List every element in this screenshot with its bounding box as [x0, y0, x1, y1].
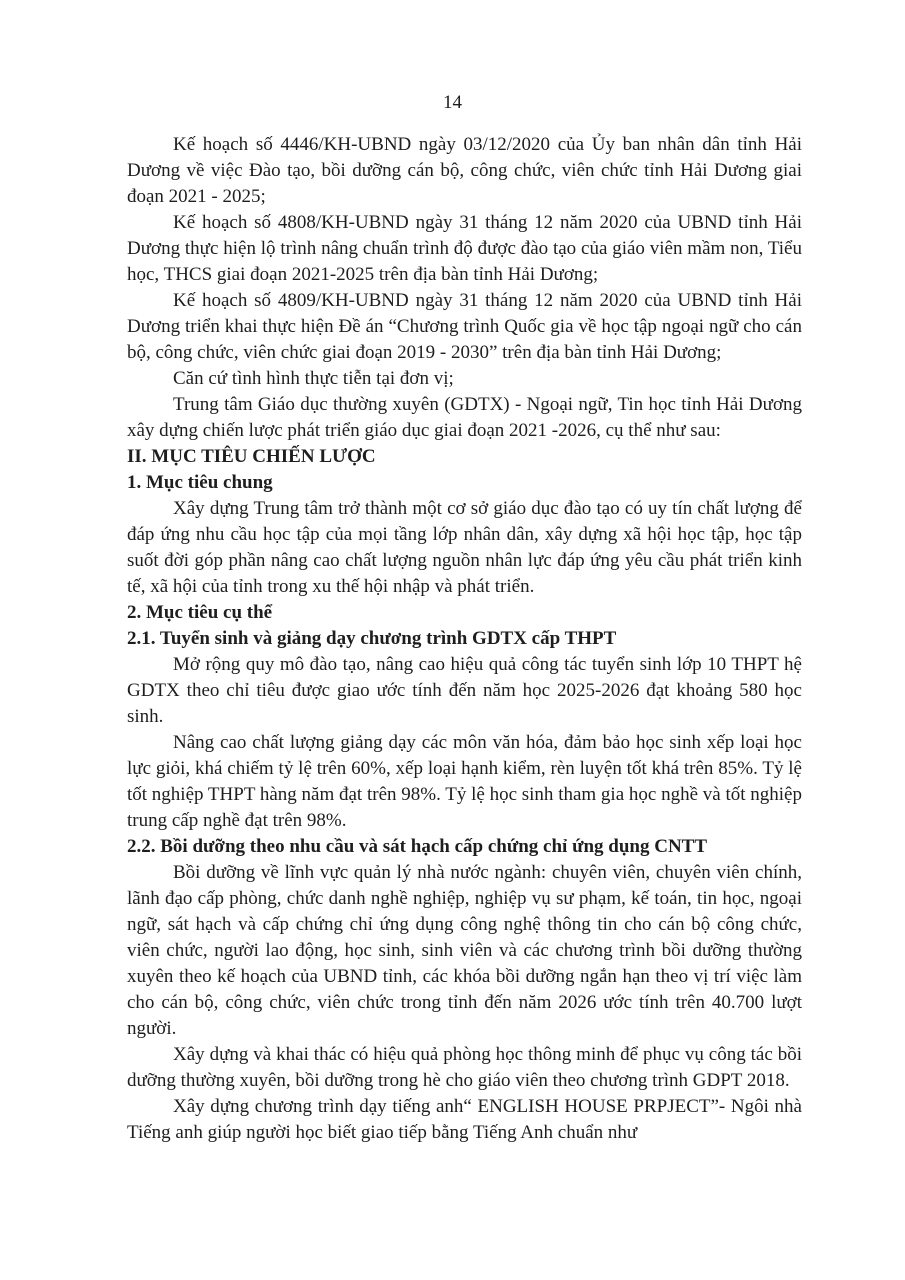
paragraph-boi-duong-linh-vuc: Bồi dưỡng về lĩnh vực quản lý nhà nước ngành: chuyên viên, chuyên viên chính, lãnh đạo cấp phòng, chức danh nghề nghiệp, nghiệp vụ sư phạm, kế toán, tin học, ngoại ngữ, sát hạch và cấp chứng chỉ ứng dụng công nghệ thông tin cho cán bộ công chức, viên chức, người lao động, học sinh, sinh viên và các chương trình bồi dưỡng thường xuyên theo kế hoạch của UBND tỉnh, các khóa bồi dưỡng ngắn hạn theo vị trí việc làm cho cán bộ, công chức, viên chức trong tỉnh đến năm 2026 ước tính trên 40.700 lượt người. [127, 862, 802, 1039]
section-heading-muc-tieu-chien-luoc: II. MỤC TIÊU CHIẾN LƯỢC [127, 446, 376, 467]
subheading-tuyen-sinh: 2.1. Tuyển sinh và giảng dạy chương trình GDTX cấp THPT [127, 628, 617, 649]
subheading-boi-duong: 2.2. Bồi dưỡng theo nhu cầu và sát hạch cấp chứng chỉ ứng dụng CNTT [127, 836, 708, 857]
paragraph-muc-tieu-chung: Xây dựng Trung tâm trở thành một cơ sở giáo dục đào tạo có uy tín chất lượng để đáp ứng nhu cầu học tập của mọi tầng lớp nhân dân, xây dựng xã hội học tập, học tập suốt đời góp phần nâng cao chất lượng nguồn nhân lực đáp ứng yêu cầu phát triển kinh tế, xã hội của tỉnh trong xu thế hội nhập và phát triển. [127, 498, 802, 597]
document-body [127, 132, 802, 1146]
paragraph-can-cu: Căn cứ tình hình thực tiễn tại đơn vị; [173, 368, 454, 389]
paragraph-mo-rong-quy-mo: Mở rộng quy mô đào tạo, nâng cao hiệu quả công tác tuyển sinh lớp 10 THPT hệ GDTX theo chỉ tiêu được giao ước tính đến năm học 2025-2026 đạt khoảng 580 học sinh. [127, 654, 802, 727]
subheading-muc-tieu-chung: 1. Mục tiêu chung [127, 472, 273, 493]
paragraph-ke-hoach-4808: Kế hoạch số 4808/KH-UBND ngày 31 tháng 12 năm 2020 của UBND tỉnh Hải Dương thực hiện lộ trình nâng chuẩn trình độ được đào tạo của giáo viên mầm non, Tiểu học, THCS giai đoạn 2021-2025 trên địa bàn tỉnh Hải Dương; [127, 212, 802, 285]
paragraph-phong-hoc-thong-minh: Xây dựng và khai thác có hiệu quả phòng học thông minh để phục vụ công tác bồi dưỡng thường xuyên, bồi dưỡng trong hè cho giáo viên theo chương trình GDPT 2018. [127, 1044, 802, 1091]
page-number: 14 [443, 92, 462, 113]
paragraph-english-house: Xây dựng chương trình dạy tiếng anh“ ENGLISH HOUSE PRPJECT”- Ngôi nhà Tiếng anh giúp người học biết giao tiếp bằng Tiếng Anh chuẩn như [127, 1096, 802, 1143]
paragraph-ke-hoach-4446: Kế hoạch số 4446/KH-UBND ngày 03/12/2020 của Ủy ban nhân dân tỉnh Hải Dương về việc Đào tạo, bồi dưỡng cán bộ, công chức, viên chức tỉnh Hải Dương giai đoạn 2021 - 2025; [127, 134, 802, 207]
subheading-muc-tieu-cu-the: 2. Mục tiêu cụ thể [127, 602, 273, 623]
paragraph-nang-cao-chat-luong: Nâng cao chất lượng giảng dạy các môn văn hóa, đảm bảo học sinh xếp loại học lực giỏi, khá chiếm tỷ lệ trên 60%, xếp loại hạnh kiểm, rèn luyện tốt khá trên 85%. Tỷ lệ tốt nghiệp THPT hàng năm đạt trên 98%. Tỷ lệ học sinh tham gia học nghề và tốt nghiệp trung cấp nghề đạt trên 98%. [127, 732, 802, 831]
paragraph-trung-tam: Trung tâm Giáo dục thường xuyên (GDTX) - Ngoại ngữ, Tin học tỉnh Hải Dương xây dựng chiến lược phát triển giáo dục giai đoạn 2021 -2026, cụ thể như sau: [127, 394, 802, 441]
paragraph-ke-hoach-4809: Kế hoạch số 4809/KH-UBND ngày 31 tháng 12 năm 2020 của UBND tỉnh Hải Dương triển khai thực hiện Đề án “Chương trình Quốc gia về học tập ngoại ngữ cho cán bộ, công chức, viên chức giai đoạn 2019 - 2030” trên địa bàn tỉnh Hải Dương; [127, 290, 802, 363]
